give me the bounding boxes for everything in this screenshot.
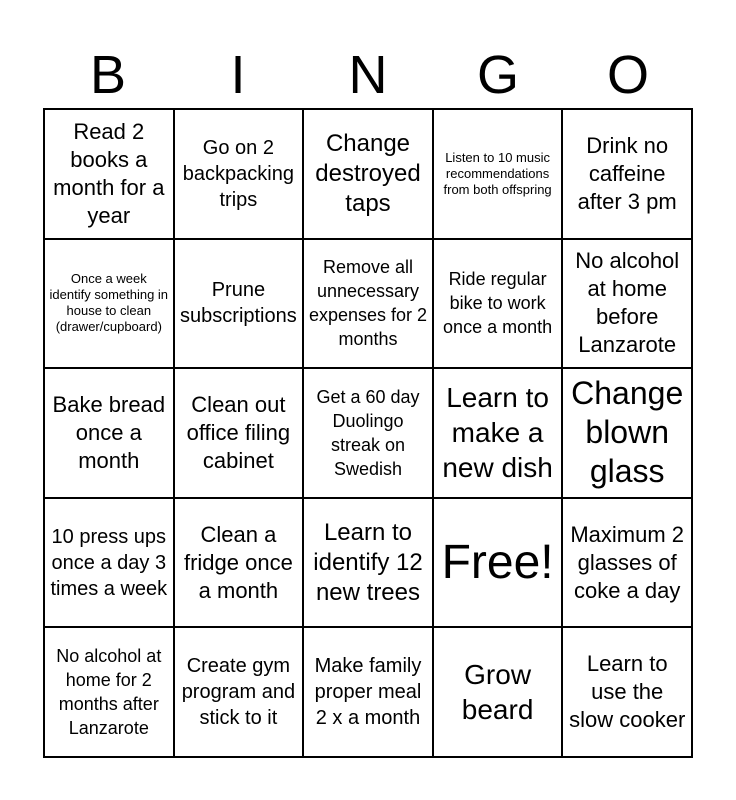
- cell-text: Once a week identify something in house to clean (drawer/cupboard): [49, 271, 169, 335]
- bingo-cell[interactable]: [433, 627, 563, 757]
- bingo-cell[interactable]: [562, 109, 692, 239]
- bingo-cell[interactable]: [174, 368, 304, 498]
- bingo-cell[interactable]: [303, 239, 433, 369]
- free-cell-text: Free!: [441, 535, 554, 589]
- header-letter-b: B: [89, 45, 127, 105]
- cell-text: Listen to 10 music recommendations from both offspring: [443, 149, 552, 197]
- cell-text: Change blown glass: [571, 375, 684, 490]
- bingo-cell[interactable]: [562, 368, 692, 498]
- cell-text: Drink no caffeine after 3 pm: [577, 132, 677, 214]
- bingo-cell[interactable]: [433, 109, 563, 239]
- header-letter-i: I: [230, 45, 246, 105]
- bingo-header: [43, 42, 693, 108]
- cell-text: Maximum 2 glasses of coke a day: [570, 521, 685, 603]
- bingo-cell[interactable]: [174, 239, 304, 369]
- bingo-cell[interactable]: [562, 498, 692, 628]
- bingo-cell[interactable]: [44, 109, 174, 239]
- cell-text: Learn to use the slow cooker: [569, 651, 686, 733]
- bingo-cell[interactable]: [433, 239, 563, 369]
- bingo-cell[interactable]: [44, 498, 174, 628]
- cell-text: Grow beard: [461, 659, 534, 726]
- cell-text: Remove all unnecessary expenses for 2 months: [308, 257, 428, 350]
- bingo-cell[interactable]: [44, 627, 174, 757]
- cell-text: Make family proper meal 2 x a month: [314, 655, 422, 730]
- bingo-grid: [43, 108, 693, 758]
- cell-text: Create gym program and stick to it: [181, 655, 296, 730]
- bingo-cell[interactable]: [44, 368, 174, 498]
- bingo-cell[interactable]: [303, 109, 433, 239]
- bingo-cell[interactable]: [303, 627, 433, 757]
- bingo-cell[interactable]: [303, 368, 433, 498]
- cell-text: 10 press ups once a day 3 times a week: [50, 525, 168, 600]
- bingo-cell[interactable]: [174, 627, 304, 757]
- bingo-cell[interactable]: [562, 627, 692, 757]
- cell-text: Learn to make a new dish: [442, 382, 553, 484]
- cell-text: Change destroyed taps: [315, 129, 421, 217]
- cell-text: Bake bread once a month: [52, 391, 166, 473]
- header-letter-o: O: [606, 45, 649, 105]
- header-letter-g: G: [476, 45, 519, 105]
- cell-text: Clean out office filing cabinet: [186, 391, 291, 473]
- cell-text: Prune subscriptions: [180, 279, 297, 328]
- cell-text: Clean a fridge once a month: [183, 521, 293, 603]
- cell-text: Go on 2 backpacking trips: [182, 136, 294, 211]
- cell-text: No alcohol at home before Lanzarote: [575, 248, 680, 358]
- free-cell[interactable]: [433, 498, 563, 628]
- header-letter-n: N: [348, 45, 388, 105]
- cell-text: Learn to identify 12 new trees: [313, 518, 423, 606]
- cell-text: Get a 60 day Duolingo streak on Swedish: [316, 386, 420, 479]
- cell-text: Ride regular bike to work once a month: [443, 269, 553, 338]
- bingo-cell[interactable]: [562, 239, 692, 369]
- bingo-cell[interactable]: [433, 368, 563, 498]
- bingo-cell[interactable]: [174, 109, 304, 239]
- bingo-cell[interactable]: [44, 239, 174, 369]
- cell-text: Read 2 books a month for a year: [53, 118, 165, 228]
- bingo-cell[interactable]: [303, 498, 433, 628]
- cell-text: No alcohol at home for 2 months after Lanzarote: [56, 646, 162, 739]
- bingo-cell[interactable]: [174, 498, 304, 628]
